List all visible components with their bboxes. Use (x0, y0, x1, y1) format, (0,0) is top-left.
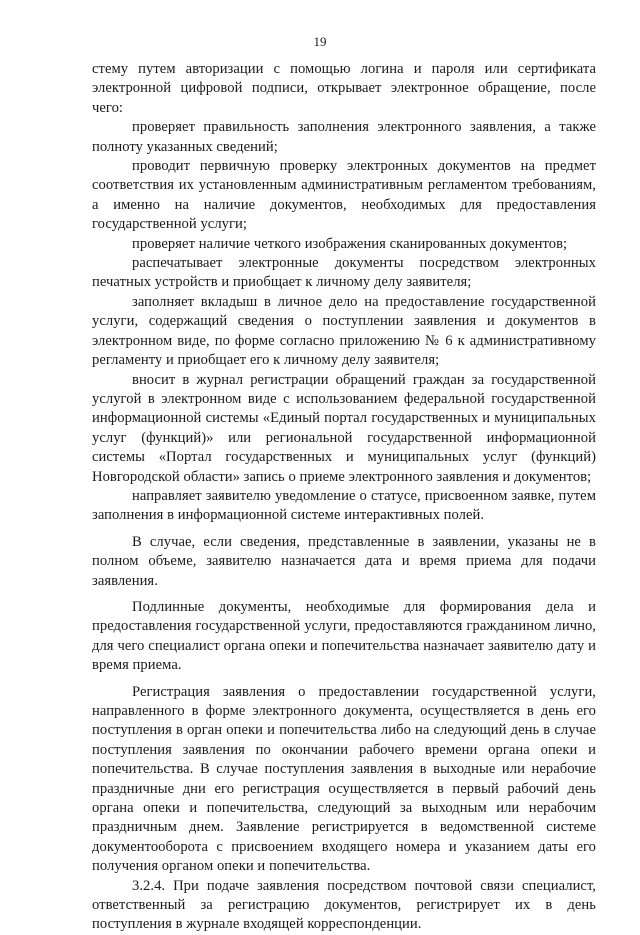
paragraph: проверяет правильность заполнения электронного заявления, а также полноту указанных сведений; (92, 119, 596, 155)
paragraph: распечатывает электронные документы посредством электронных печатных устройств и приобщает к личному делу заявителя; (92, 255, 596, 291)
paragraph: вносит в журнал регистрации обращений граждан за государственной услугой в электронном виде с использованием федеральной государственной информационной системы «Единый портал государственных и муниципальных услуг (функций)» или региональной государственной информационной системы «Портал государственных и муниципальных услуг (функций) Новгородской области» запись о приеме электронного заявления и документов; (92, 371, 596, 485)
paragraph: стему путем авторизации с помощью логина и пароля или сертификата электронной цифровой подписи, открывает электронное обращение, после чего: (92, 61, 596, 116)
paragraph: проверяет наличие четкого изображения сканированных документов; (132, 235, 568, 252)
paragraph: В случае, если сведения, представленные в заявлении, указаны не в полном объеме, заявителю назначается дата и время приема для подачи заявления. (92, 533, 596, 589)
paragraph: 3.2.4. При подаче заявления посредством почтовой связи специалист, ответственный за регистрацию документов, регистрирует их в день поступления в журнале входящей корреспонденции. (92, 877, 596, 933)
paragraph: Регистрация заявления о предоставлении государственной услуги, направленного в форме электронного документа, осуществляется в день его поступления в орган опеки и попечительства либо на следующий день в случае поступления заявления по окончании рабочего времени органа опеки и попечительства. В случае поступления заявления в выходные или нерабочие праздничные дни его регистрация осуществляется в первый рабочий день органа опеки и попечительства, следующий за выходным или нерабочим праздничным днем. Заявление регистрируется в ведомственной системе документооборота с присвоением входящего номера и указанием даты его получения органом опеки и попечительства. (92, 683, 596, 875)
paragraph: заполняет вкладыш в личное дело на предоставление государственной услуги, содержащий сведения о поступлении заявления и документов в электронном виде, по форме согласно приложению № 6 к административному регламенту и приобщает его к личному делу заявителя; (92, 293, 596, 369)
page-number: 19 (313, 34, 327, 49)
document-body (92, 60, 596, 935)
paragraph: проводит первичную проверку электронных документов на предмет соответствия их установленным административным регламентом требованиям, а именно на наличие документов, необходимых для предоставления государственной услуги; (92, 158, 596, 233)
paragraph: Подлинные документы, необходимые для формирования дела и предоставления государственной услуги, предоставляются гражданином лично, для чего специалист органа опеки и попечительства назначает заявителю дату и время приема. (92, 598, 596, 674)
paragraph: направляет заявителю уведомление о статусе, присвоенном заявке, путем заполнения в информационной системе интерактивных полей. (92, 487, 596, 524)
